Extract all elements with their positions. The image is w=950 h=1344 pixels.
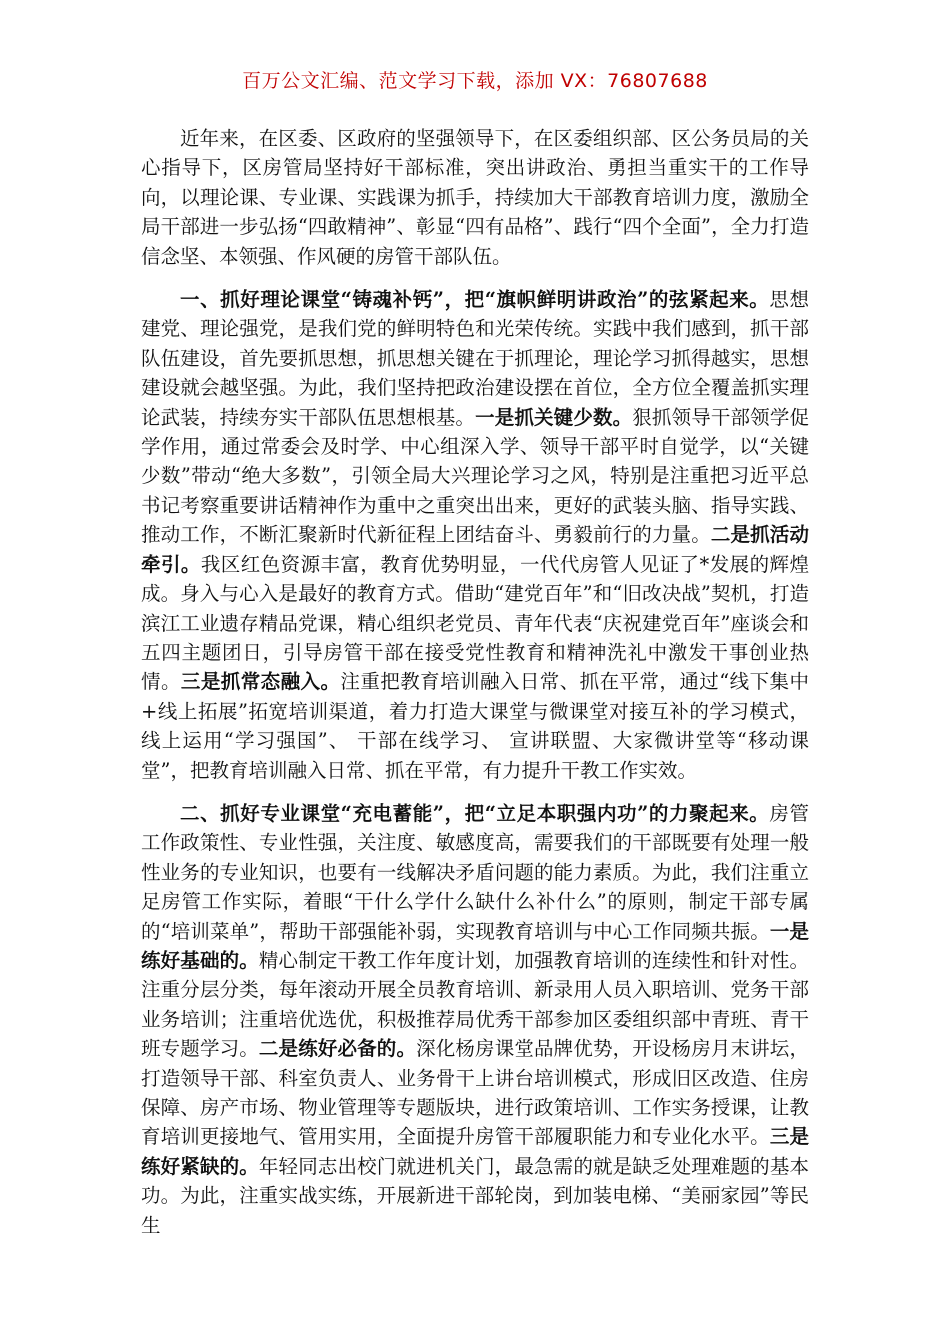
paragraph-text: 我区红色资源丰富，教育优势明显，一代代房管人见证了*发展的辉煌成。身入与心入是最好的教育方式。借助“建党百年”和“旧改决战”契机，打造滨江工业遗存精品党课，精心组织老党员、青年代表“庆祝建党百年”座谈会和五四主题团日，引导房管干部在接受党性教育和精神洗礼中激发干事创业热情。 [141,552,809,694]
point-heading: 一是练好基础的。 [141,919,809,972]
paragraph-text: 深化杨房课堂品牌优势，开设杨房月末讲坛，打造领导干部、科室负责人、业务骨干上讲台培训模式，形成旧区改造、住房保障、房产市场、物业管理等专题版块，进行政策培训、工作实务授课，让教育培训更接地气、管用实用，全面提升房管干部履职能力和专业化水平。 [141,1037,809,1149]
paragraph-text: 房管工作政策性、专业性强，关注度、敏感度高，需要我们的干部既要有处理一般性业务的专业知识，也要有一线解决矛盾问题的能力素质。为此，我们注重立足房管工作实际，着眼“干什么学什么缺什么补什么”的原则，制定干部专属的“培训菜单”，帮助干部强能补弱，实现教育培训与中心工作同频共振。 [141,801,809,943]
paragraph-text: 思想建党、理论强党，是我们党的鲜明特色和光荣传统。实践中我们感到，抓干部队伍建设，首先要抓思想，抓思想关键在于抓理论，理论学习抓得越实，思想建设就会越坚强。为此，我们坚持把政治建设摆在首位，全方位全覆盖抓实理论武装，持续夯实干部队伍思想根基。 [141,288,809,429]
paragraph-text: 精心制定干教工作年度计划，加强教育培训的连续性和针对性。注重分层分类，每年滚动开展全员教育培训、新录用人员入职培训、党务干部业务培训；注重培优选优，积极推荐局优秀干部参加区委组织部中青班、青干班专题学习。 [141,948,809,1061]
point-heading: 三是练好紧缺的。 [141,1125,809,1178]
paragraph-section-1 [141,285,809,785]
point-heading: 二是抓活动牵引。 [141,523,809,576]
point-heading: 一是抓关键少数。 [475,405,633,429]
point-heading: 二是练好必备的。 [258,1037,417,1061]
section-heading: 二、抓好专业课堂“充电蓄能”，把“立足本职强内功”的力聚起来。 [180,801,770,825]
section-heading: 一、抓好理论课堂“铸魂补钙”，把“旗帜鲜明讲政治”的弦紧起来。 [180,288,770,312]
paragraph-text: 注重把教育培训融入日常、抓在平常，通过“线下集中+线上拓展”拓宽培训渠道，着力打造大课堂与微课堂对接互补的学习模式，线上运用“学习强国”、 干部在线学习、 宣讲联盟、大家微讲堂等“移动课堂”，把教育培训融入日常、抓在平常，有力提升干教工作实效。 [141,670,809,782]
watermark-header: 百万公文汇编、范文学习下载，添加 VX：76807688 [242,70,708,92]
paragraph-intro [141,124,809,271]
document-body [141,124,809,1254]
paragraph-text: 狠抓领导干部领学促学作用，通过常委会及时学、中心组深入学、领导干部平时自觉学，以“关键少数”带动“绝大多数”，引领全局大兴理论学习之风，特别是注重把习近平总书记考察重要讲话精神作为重中之重突出出来，更好的武装头脑、指导实践、推动工作，不断汇聚新时代新征程上团结奋斗、勇毅前行的力量。 [141,405,809,547]
point-heading: 三是抓常态融入。 [180,670,341,694]
paragraph-text: 年轻同志出校门就进机关门，最急需的就是缺乏处理难题的基本功。为此，注重实战实练，开展新进干部轮岗，到加装电梯、“美丽家园”等民生 [141,1154,809,1237]
paragraph-section-2 [141,799,809,1240]
paragraph-text: 近年来，在区委、区政府的坚强领导下，在区委组织部、区公务员局的关心指导下，区房管局坚持好干部标准，突出讲政治、勇担当重实干的工作导向，以理论课、专业课、实践课为抓手，持续加大干部教育培训力度，激励全局干部进一步弘扬“四敢精神”、彰显“四有品格”、践行“四个全面”，全力打造信念坚、本领强、作风硬的房管干部队伍。 [141,127,809,268]
